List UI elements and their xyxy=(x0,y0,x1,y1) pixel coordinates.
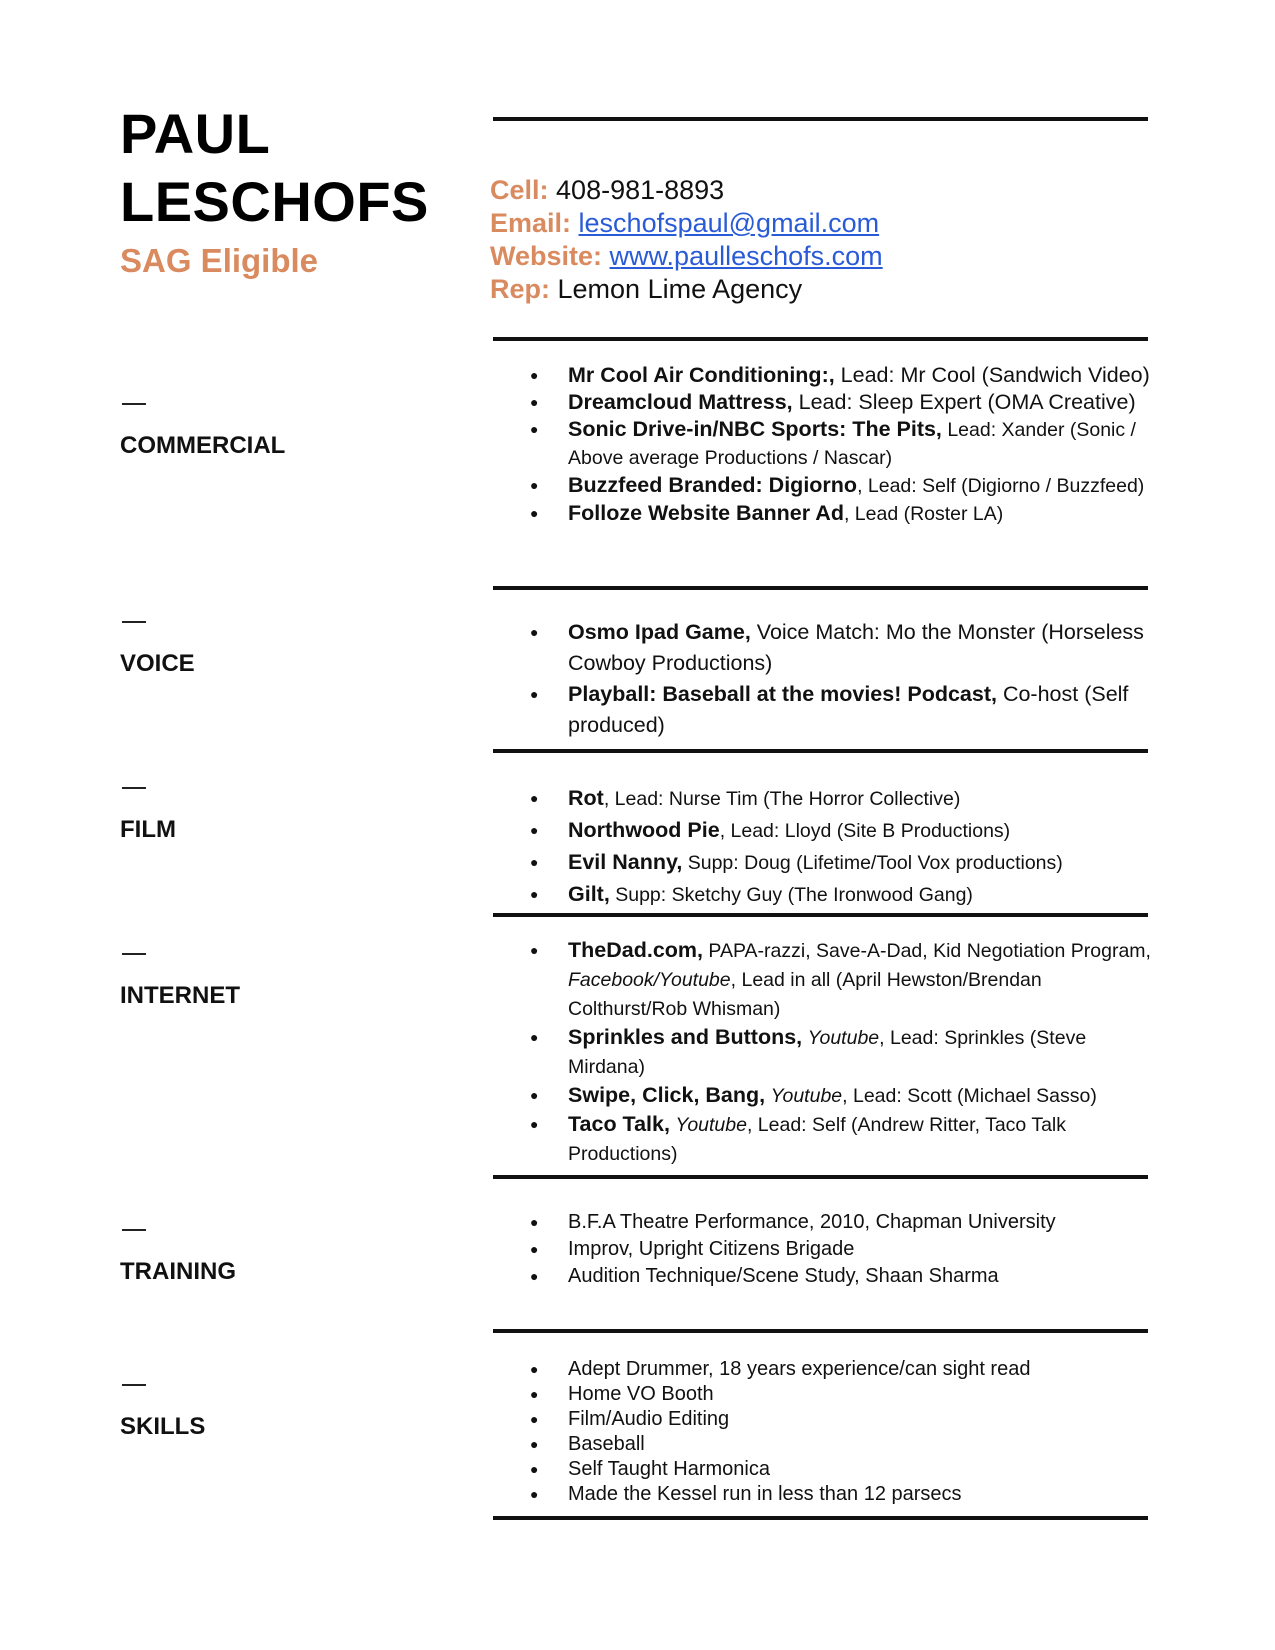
divider-top xyxy=(493,117,1148,121)
voice-list xyxy=(530,617,1160,741)
last-name: LESCHOFS xyxy=(120,170,429,233)
list-item: ● Baseball xyxy=(530,1432,1160,1457)
divider-film xyxy=(493,749,1148,753)
list-item: ● Dreamcloud Mattress, Lead: Sleep Expert (OMA Creative) xyxy=(530,389,1160,416)
list-item: ● Improv, Upright Citizens Brigade xyxy=(530,1236,1160,1263)
list-item: ● Self Taught Harmonica xyxy=(530,1457,1160,1482)
section-label-film: FILM xyxy=(120,816,176,843)
first-name: PAUL xyxy=(120,102,271,165)
divider-training xyxy=(493,1175,1148,1179)
divider-skills xyxy=(493,1329,1148,1333)
list-item: ● Rot, Lead: Nurse Tim (The Horror Collective) xyxy=(530,783,1160,815)
list-item: ● Northwood Pie, Lead: Lloyd (Site B Productions) xyxy=(530,815,1160,847)
list-item: ● Film/Audio Editing xyxy=(530,1407,1160,1432)
contact-cell: Cell: 408-981-8893 xyxy=(490,175,725,205)
list-item: ● Buzzfeed Branded: Digiorno, Lead: Self (Digiorno / Buzzfeed) xyxy=(530,472,1160,500)
contact-email: Email: leschofspaul@gmail.com xyxy=(490,208,880,238)
section-dash xyxy=(122,403,146,405)
section-label-commercial: COMMERCIAL xyxy=(120,432,286,459)
website-link[interactable]: www.paulleschofs.com xyxy=(609,241,883,271)
contact-block xyxy=(490,174,883,306)
list-item: ● Gilt, Supp: Sketchy Guy (The Ironwood Gang) xyxy=(530,879,1160,911)
list-item: ● Mr Cool Air Conditioning:, Lead: Mr Cool (Sandwich Video) xyxy=(530,362,1160,389)
section-dash xyxy=(122,787,146,789)
cell-number: 408-981-8893 xyxy=(556,175,725,205)
divider-internet xyxy=(493,913,1148,917)
list-item: ● Home VO Booth xyxy=(530,1382,1160,1407)
list-item: ● Made the Kessel run in less than 12 parsecs xyxy=(530,1482,1160,1507)
list-item: ● Sprinkles and Buttons, Youtube, Lead: Sprinkles (Steve Mirdana) xyxy=(530,1023,1160,1081)
list-item: ● Evil Nanny, Supp: Doug (Lifetime/Tool Vox productions) xyxy=(530,847,1160,879)
resume-name xyxy=(120,100,429,236)
skills-list xyxy=(530,1357,1160,1507)
list-item: ● Playball: Baseball at the movies! Podcast, Co-host (Self produced) xyxy=(530,679,1160,741)
internet-list xyxy=(530,936,1160,1168)
section-label-training: TRAINING xyxy=(120,1258,236,1285)
film-list xyxy=(530,783,1160,911)
email-link[interactable]: leschofspaul@gmail.com xyxy=(578,208,880,238)
list-item: ● Audition Technique/Scene Study, Shaan Sharma xyxy=(530,1263,1160,1290)
divider-voice xyxy=(493,586,1148,590)
list-item: ● B.F.A Theatre Performance, 2010, Chapman University xyxy=(530,1209,1160,1236)
contact-website: Website: www.paulleschofs.com xyxy=(490,241,883,271)
divider-bottom xyxy=(493,1516,1148,1520)
section-dash xyxy=(122,1229,146,1231)
rep-agency: Lemon Lime Agency xyxy=(557,274,803,304)
commercial-list xyxy=(530,362,1160,528)
training-list xyxy=(530,1209,1160,1290)
contact-rep: Rep: Lemon Lime Agency xyxy=(490,274,803,304)
section-dash xyxy=(122,953,146,955)
divider-commercial xyxy=(493,337,1148,341)
list-item: ● Folloze Website Banner Ad, Lead (Roster LA) xyxy=(530,500,1160,528)
list-item: ● Taco Talk, Youtube, Lead: Self (Andrew Ritter, Taco Talk Productions) xyxy=(530,1110,1160,1168)
list-item: ● Sonic Drive-in/NBC Sports: The Pits, Lead: Xander (Sonic / Above average Productions / Nascar) xyxy=(530,416,1160,472)
list-item: ● TheDad.com, PAPA-razzi, Save-A-Dad, Kid Negotiation Program, Facebook/Youtube, Lead in all (April Hewston/Brendan Colthurst/Rob Whisman) xyxy=(530,936,1160,1023)
list-item: ● Swipe, Click, Bang, Youtube, Lead: Scott (Michael Sasso) xyxy=(530,1081,1160,1110)
section-label-voice: VOICE xyxy=(120,650,195,677)
section-dash xyxy=(122,1384,146,1386)
list-item: ● Osmo Ipad Game, Voice Match: Mo the Monster (Horseless Cowboy Productions) xyxy=(530,617,1160,679)
section-dash xyxy=(122,621,146,623)
union-status: SAG Eligible xyxy=(120,242,319,279)
section-label-skills: SKILLS xyxy=(120,1413,206,1440)
section-label-internet: INTERNET xyxy=(120,982,240,1009)
list-item: ● Adept Drummer, 18 years experience/can sight read xyxy=(530,1357,1160,1382)
